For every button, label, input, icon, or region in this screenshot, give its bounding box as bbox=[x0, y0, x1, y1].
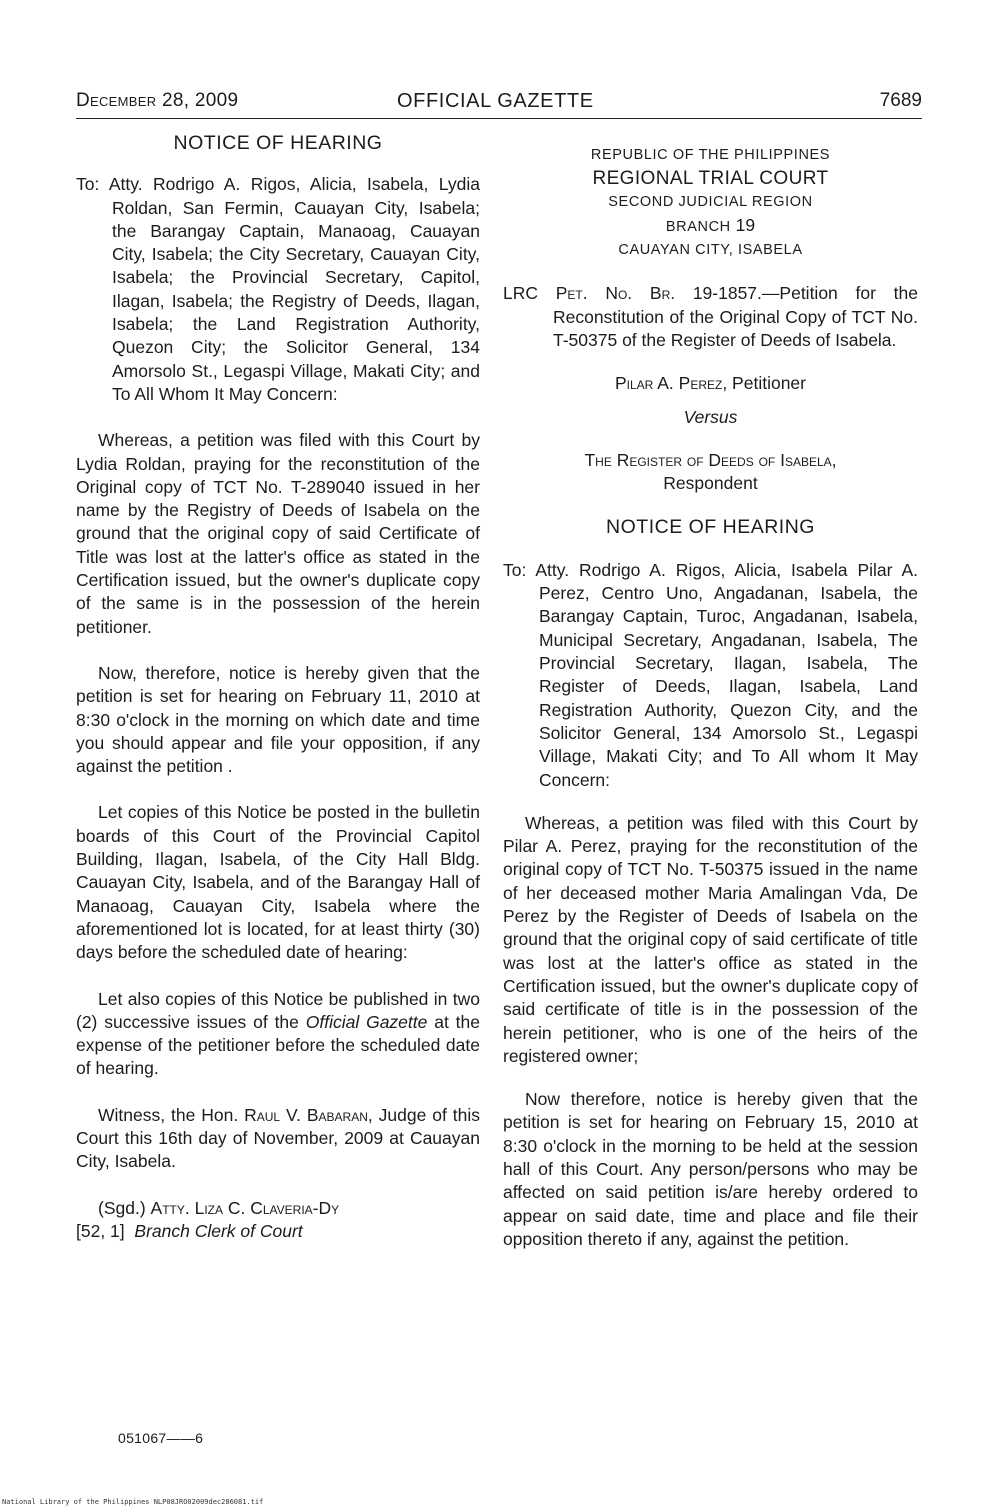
left-addressees: To: Atty. Rodrigo A. Rigos, Alicia, Isabela, Lydia Roldan, San Fermin, Cauayan City, Isabela; the Barangay Captain, Manaoag, Cauayan City, Isabela; the City Secretary, Cauayan City, Isabela; the Provincial Secretary, Capitol, Ilagan, Isabela; the Registry of Deeds, Ilagan, Isabela; the Land Registration Authority, Quezon City; the Solicitor General, 134 Amorsolo St., Legaspi Village, Makati City; and To All Whom It May Concern: bbox=[76, 174, 480, 404]
header-rule bbox=[76, 118, 922, 119]
left-notice-title: NOTICE OF HEARING bbox=[173, 132, 383, 154]
left-signature-title: [52, 1] Branch Clerk of Court bbox=[76, 1220, 303, 1241]
right-addressees: To: Atty. Rodrigo A. Rigos, Alicia, Isabela Pilar A. Perez, Centro Uno, Angadanan, Isabela, the Barangay Captain, Turoc, Angadanan, Isabela, Municipal Secretary, Angadanan, Isabela, The Provincial Secretary, Ilagan, Isabela, The Register of Deeds, Ilagan, Isabela, Land Registration Authority, Quezon City, and the Solicitor General, 134 Amorsolo St., Legaspi Village, Makati City; and To All whom It May Concern: bbox=[503, 559, 918, 790]
branch-line: BRANCH 19 bbox=[665, 214, 756, 235]
republic-line: REPUBLIC OF THE PHILIPPINES bbox=[590, 147, 831, 163]
right-notice-title: NOTICE OF HEARING bbox=[606, 515, 815, 538]
respondent-label: Respondent bbox=[663, 473, 758, 494]
document-code: 051067——6 bbox=[118, 1430, 204, 1446]
judicial-region: SECOND JUDICIAL REGION bbox=[608, 193, 813, 210]
publication-title: OFFICIAL GAZETTE bbox=[397, 90, 594, 112]
left-whereas-paragraph: Whereas, a petition was filed with this Court by Lydia Roldan, praying for the reconstitution of the Original copy of TCT No. T-289040 issued in her name by the Registry of Deeds of Isabela on the ground that the original copy of said Certificate of Title was lost at the latter's office as stated in the Certification issued, but the owner's duplicate copy of the same is in the possession of the herein petitioner. bbox=[76, 430, 480, 637]
petitioner-line: Pilar A. Perez, Petitioner bbox=[615, 373, 806, 394]
left-column bbox=[76, 132, 480, 1243]
left-posting-paragraph: Let copies of this Notice be posted in the bulletin boards of this Court of the Provincial Capitol Building, Ilagan, Isabela, of the City Hall Bldg. Cauayan City, Isabela, and of the Barangay Hall of Manaoag, Cauayan City, Isabela where the aforementioned lot is located, for at least thirty (30) days before the scheduled date of hearing: bbox=[76, 802, 480, 963]
header-date: December 28, 2009 bbox=[76, 90, 239, 111]
case-caption: LRC Pet. No. Br. 19-1857.—Petition for the Reconstitution of the Original Copy of TCT No. T-50375 of the Register of Deeds of Isabela. bbox=[503, 283, 918, 351]
left-signature: (Sgd.) Atty. Liza C. Claveria-Dy bbox=[98, 1197, 340, 1218]
right-whereas-paragraph: Whereas, a petition was filed with this Court by Pilar A. Perez, praying for the reconstitution of the original copy of TCT No. T-50375 issued in the name of her deceased mother Maria Amalingan Vda, De Perez by the Register of Deeds of Isabela on the ground that the original copy of said certificate of title was lost at the latter's office as stated in the Certification issued, but the owner's duplicate copy of said certificate of title is in the possession of the herein petitioner, who is one of the heirs of the registered owner; bbox=[503, 812, 918, 1066]
left-publication-paragraph: Let also copies of this Notice be published in two (2) successive issues of the Official Gazette at the expense of the petitioner before the scheduled date of hearing. bbox=[76, 988, 480, 1079]
court-city: CAUAYAN CITY, ISABELA bbox=[618, 242, 803, 259]
scan-footer: National Library of the Philippines NLP08JRO02009dec286081.tif bbox=[2, 1498, 264, 1506]
right-column bbox=[503, 132, 918, 1251]
right-notice-paragraph: Now therefore, notice is hereby given that the petition is set for hearing on February 15, 2010 at 8:30 o'clock in the morning to be held at the session hall of this Court. Any person/persons who may be affected on said petition is/are hereby ordered to appear on said date, time and place and file their opposition thereto if any, against the petition. bbox=[503, 1089, 918, 1249]
versus-label: Versus bbox=[683, 406, 738, 427]
court-name: REGIONAL TRIAL COURT bbox=[592, 168, 829, 190]
respondent-name: The Register of Deeds of Isabela, bbox=[584, 449, 837, 470]
left-witness-paragraph: Witness, the Hon. Raul V. Babaran, Judge of this Court this 16th day of November, 2009 at Cauayan City, Isabela. bbox=[76, 1104, 480, 1172]
left-notice-paragraph: Now, therefore, notice is hereby given that the petition is set for hearing on February 11, 2010 at 8:30 o'clock in the morning on which date and time you should appear and file your opposition, if any against the petition . bbox=[76, 662, 480, 777]
page-number: 7689 bbox=[879, 90, 922, 111]
